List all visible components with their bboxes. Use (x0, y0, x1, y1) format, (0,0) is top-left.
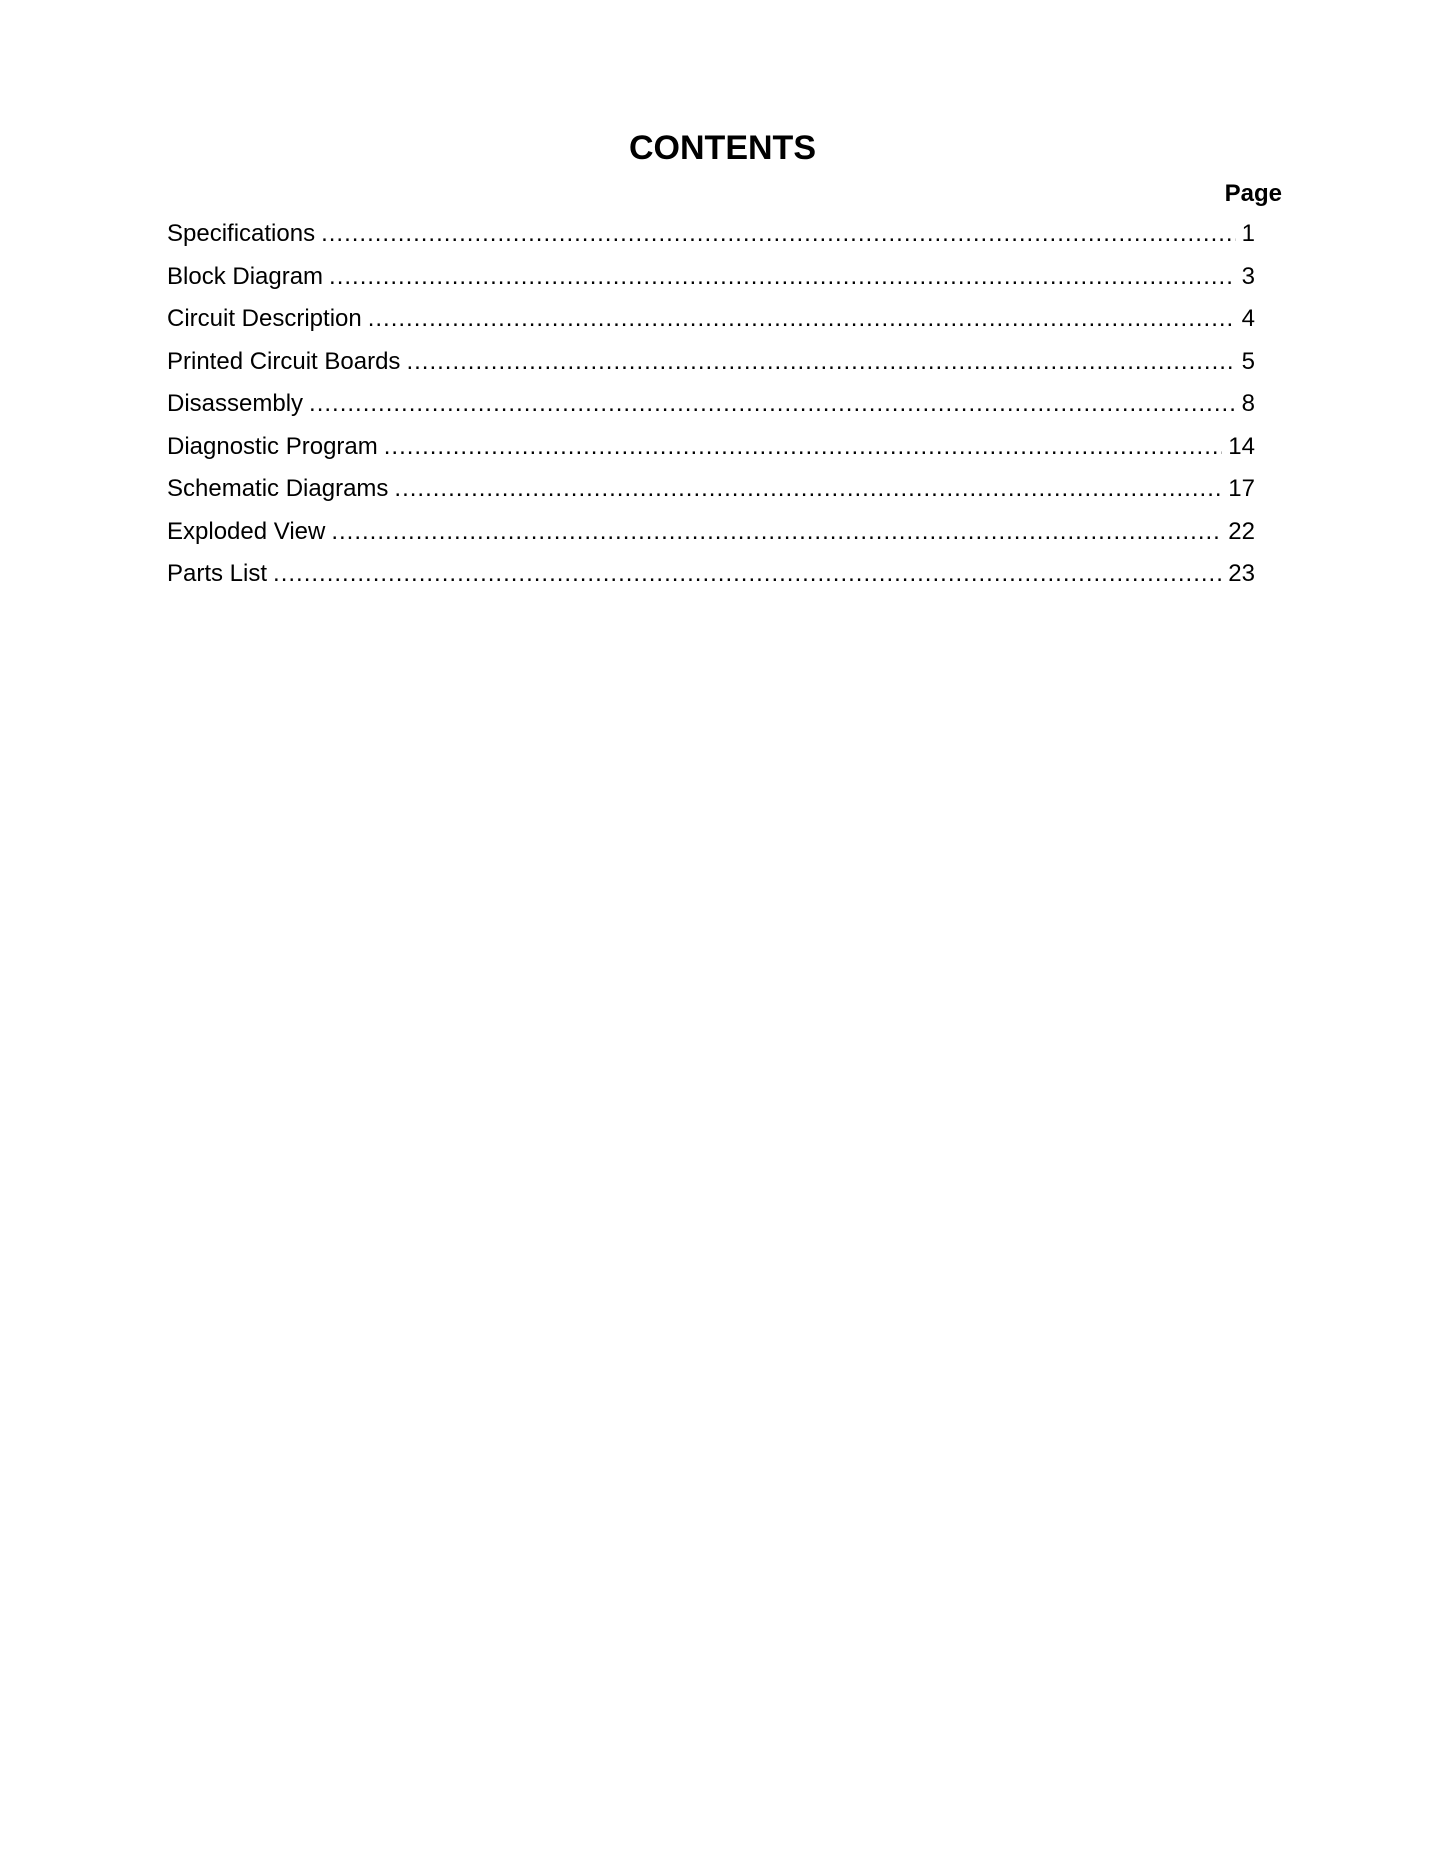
toc-entry-label: Schematic Diagrams (167, 475, 389, 502)
toc-entry-label: Parts List (167, 560, 268, 587)
toc-entry-label: Specifications (167, 220, 316, 247)
toc-entry-label: Exploded View (167, 517, 326, 545)
toc-entry-exploded-view[interactable] (167, 518, 1255, 561)
toc-entry-page: 23 (1228, 560, 1255, 587)
toc-entry-label: Circuit Description (167, 305, 362, 332)
toc-entry-disassembly[interactable] (167, 390, 1255, 433)
toc-entry-circuit-description[interactable] (167, 305, 1255, 348)
page-title: CONTENTS (629, 129, 816, 167)
toc-entry-page: 5 (1241, 347, 1255, 375)
toc-entry-page: 4 (1241, 305, 1255, 332)
toc-entry-page: 1 (1241, 220, 1255, 247)
toc-entry-schematic-diagrams[interactable] (167, 475, 1255, 518)
table-of-contents (167, 220, 1255, 603)
dot-leader (329, 263, 1236, 291)
toc-entry-label: Block Diagram (167, 262, 324, 290)
dot-leader (273, 560, 1222, 588)
dot-leader (331, 518, 1222, 546)
dot-leader (406, 348, 1235, 376)
dot-leader (321, 220, 1236, 248)
dot-leader (394, 475, 1222, 503)
dot-leader (368, 305, 1236, 333)
toc-entry-page: 17 (1228, 475, 1255, 502)
toc-entry-label: Disassembly (167, 390, 304, 417)
toc-entry-page: 8 (1241, 390, 1255, 417)
toc-entry-printed-circuit-boards[interactable] (167, 348, 1255, 391)
toc-entry-page: 14 (1228, 432, 1255, 460)
toc-entry-label: Printed Circuit Boards (167, 347, 401, 375)
toc-entry-specifications[interactable] (167, 220, 1255, 263)
toc-entry-page: 22 (1228, 517, 1255, 545)
dot-leader (309, 390, 1236, 418)
dot-leader (384, 433, 1223, 461)
toc-entry-label: Diagnostic Program (167, 432, 378, 460)
page-column-header: Page (1224, 180, 1282, 207)
toc-entry-parts-list[interactable] (167, 560, 1255, 603)
toc-entry-diagnostic-program[interactable] (167, 433, 1255, 476)
toc-entry-block-diagram[interactable] (167, 263, 1255, 306)
toc-entry-page: 3 (1241, 262, 1255, 290)
